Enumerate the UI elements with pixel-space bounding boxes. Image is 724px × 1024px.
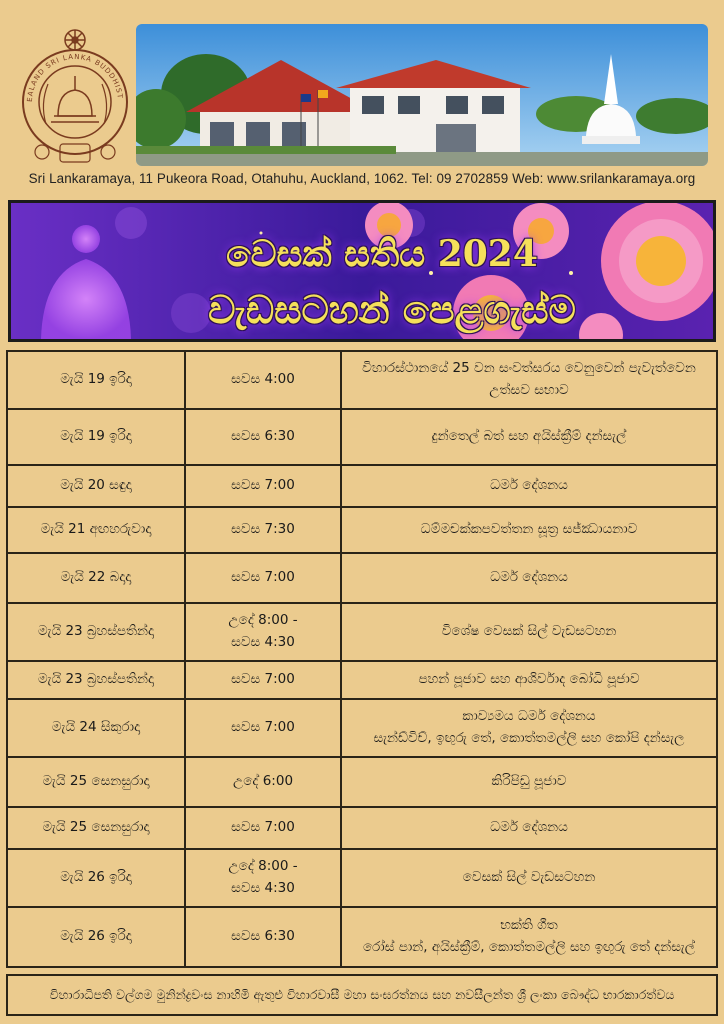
table-row (7, 699, 717, 757)
table-row (7, 603, 717, 661)
time-cell: සවස 7:00 (185, 553, 341, 603)
lion-icon (101, 145, 115, 159)
fern-icon (35, 145, 49, 159)
footer-text: විහාරාධිපති වල්ගම මුනින්ද්‍රවංස නාහිමි ඇතුළු විහාරවාසී මහා සංඝරත්නය සහ නවසීලන්ත ශ්‍රී ලංකා බෞද්ධ භාරකාරත්වය (49, 987, 675, 1002)
date-cell: මැයි 25 සෙනසුරාදා (7, 807, 185, 849)
time-cell: සවස 4:00 (185, 351, 341, 409)
date-cell: මැයි 23 බ්‍රහස්පතින්දා (7, 661, 185, 699)
date-cell: මැයි 22 බදාදා (7, 553, 185, 603)
temple-photo (136, 24, 708, 166)
event-cell: කිරිපිඩු පූජාව (341, 757, 717, 807)
table-row (7, 553, 717, 603)
date-cell: මැයි 24 සිකුරාදා (7, 699, 185, 757)
event-cell: කාව්‍යමය ධර්ම දේශනය සැන්ඩ්විච්, ඉඟුරු තේ, කොත්තමල්ලි සහ කෝපි දන්සැල (341, 699, 717, 757)
time-cell: සවස 6:30 (185, 907, 341, 967)
date-cell: මැයි 23 බ්‍රහස්පතින්දා (7, 603, 185, 661)
date-cell: මැයි 20 සඳුදා (7, 465, 185, 507)
schedule-table (6, 350, 718, 968)
event-cell: ධම්මචක්කපවත්තන සූත්‍ර සජ්ඣායනාව (341, 507, 717, 553)
time-cell: සවස 7:00 (185, 661, 341, 699)
event-cell: විශේෂ වෙසක් සිල් වැඩසටහන (341, 603, 717, 661)
table-row (7, 507, 717, 553)
banner-title-line1: වෙසක් සතිය 2024 (226, 233, 538, 275)
vesak-banner (8, 200, 716, 342)
table-row (7, 409, 717, 465)
table-row (7, 661, 717, 699)
footer-note (6, 974, 718, 1016)
banner-title-line2: වැඩසටහන් පෙළගැස්ම (208, 287, 576, 332)
table-row (7, 757, 717, 807)
date-cell: මැයි 21 අඟහරුවාදා (7, 507, 185, 553)
table-row (7, 907, 717, 967)
date-cell: මැයි 26 ඉරිදා (7, 849, 185, 907)
event-cell: විහාරස්ථානයේ 25 වන සංවත්සරය වෙනුවෙන් පැවැත්වෙන උත්සව සභාව (341, 351, 717, 409)
event-cell: ධර්ම දේශනය (341, 807, 717, 849)
table-row (7, 465, 717, 507)
time-cell: උදේ 8:00 - සවස 4:30 (185, 849, 341, 907)
date-cell: මැයි 19 ඉරිදා (7, 351, 185, 409)
event-cell: ධර්ම දේශනය (341, 553, 717, 603)
date-cell: මැයි 19 ඉරිදා (7, 409, 185, 465)
table-row (7, 351, 717, 409)
table-row (7, 807, 717, 849)
event-cell: පහන් පූජාව සහ ආශිර්වාද බෝධි පූජාව (341, 661, 717, 699)
event-cell: ධර්ම දේශනය (341, 465, 717, 507)
time-cell: සවස 7:30 (185, 507, 341, 553)
temple-address: Sri Lankaramaya, 11 Pukeora Road, Otahuhu, Auckland, 1062. Tel: 09 2702859 Web: www.srilankaramaya.org (28, 171, 696, 186)
time-cell: උදේ 6:00 (185, 757, 341, 807)
date-cell: මැයි 26 ඉරිදා (7, 907, 185, 967)
dharma-wheel-icon (65, 30, 85, 50)
logo-text: EALAND SRI LANKA BUDDHIST (25, 52, 124, 103)
trust-logo (18, 24, 132, 168)
time-cell: සවස 6:30 (185, 409, 341, 465)
event-cell: දුන්තෙල් බත් සහ අයිස්ක්‍රීම් දන්සැල් (341, 409, 717, 465)
event-cell: භක්ති ගීත රෝස් පාන්, අයිස්ක්‍රීම්, කොත්තමල්ලි සහ ඉඟුරු තේ දන්සැල් (341, 907, 717, 967)
time-cell: සවස 7:00 (185, 807, 341, 849)
stupa-icon (51, 76, 99, 122)
time-cell: සවස 7:00 (185, 465, 341, 507)
table-row (7, 849, 717, 907)
time-cell: සවස 7:00 (185, 699, 341, 757)
time-cell: උදේ 8:00 - සවස 4:30 (185, 603, 341, 661)
date-cell: මැයි 25 සෙනසුරාදා (7, 757, 185, 807)
event-cell: වෙසක් සිල් වැඩසටහන (341, 849, 717, 907)
